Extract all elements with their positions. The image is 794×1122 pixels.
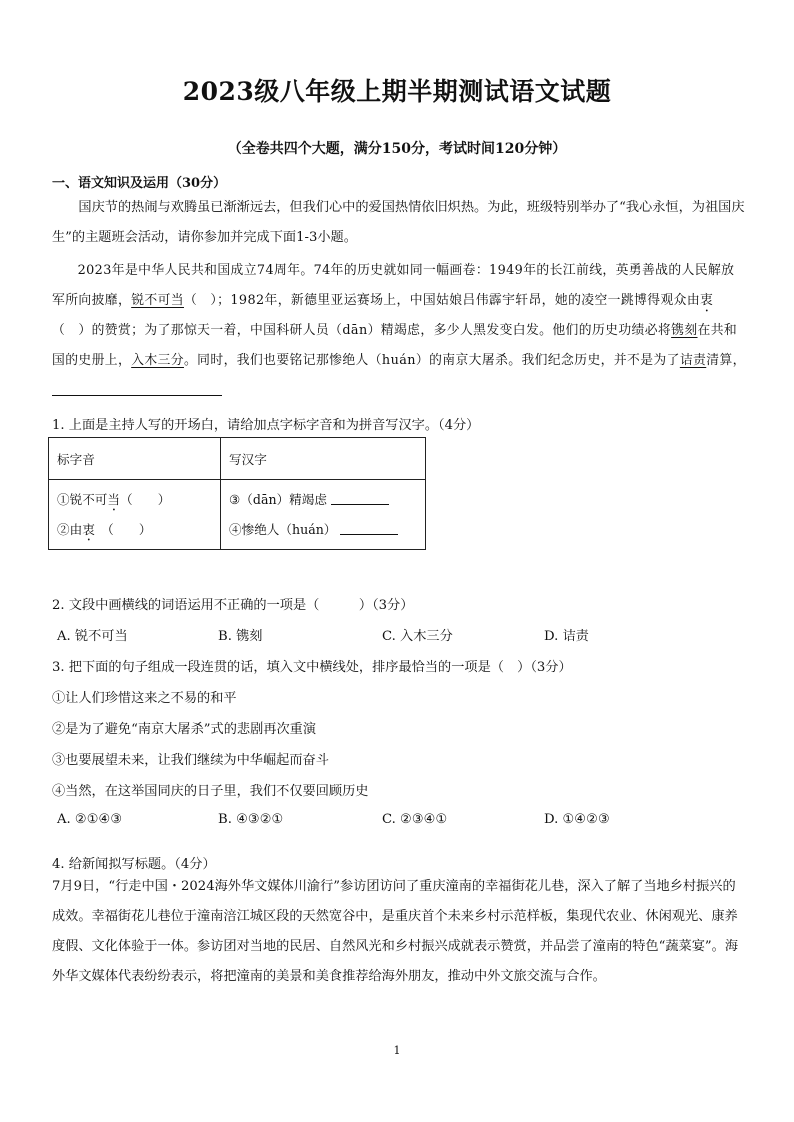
exam-subtitle: （全卷共四个大题，满分150分，考试时间120分钟） — [227, 141, 567, 157]
q3-sentence-4: ④当然，在这举国同庆的日子里，我们不仅要回顾历史 — [52, 784, 369, 799]
q3-sentence-2: ②是为了避免“南京大屠杀”式的悲剧再次重演 — [52, 722, 317, 737]
question-1: 1. 上面是主持人写的开场白，请给加点字标字音和为拼音写汉字。（4分） — [52, 418, 480, 433]
answer-blank[interactable] — [340, 522, 398, 535]
question-3: 3. 把下面的句子组成一段连贯的话，填入文中横线处，排序最恰当的一项是（ ）（3分） — [52, 660, 572, 675]
table-header: 写汉字 — [221, 438, 426, 480]
page-number: 1 — [393, 1044, 401, 1057]
underlined-word: 诘责 — [679, 353, 707, 368]
intro-paragraph: 国庆节的热闹与欢腾虽已渐渐远去，但我们心中的爱国热情依旧炽热。为此，班级特别举办了“我心永恒，为祖国庆生”的主题班会活动，请你参加并完成下面1-3小题。 — [52, 200, 745, 245]
hanzi-item-4[interactable]: ④惨绝人（huán） — [229, 515, 417, 545]
pinyin-item-1[interactable]: ①锐不可当（ ） — [57, 491, 171, 507]
q3-option-a[interactable]: A. ②①④③ — [57, 812, 123, 827]
table-cell — [221, 480, 426, 550]
q2-option-d[interactable]: D. 诘责 — [544, 629, 589, 644]
question-4: 4. 给新闻拟写标题。（4分） — [52, 857, 216, 872]
q2-option-c[interactable]: C. 入木三分 — [382, 629, 453, 644]
passage-text: 。同时，我们也要铭记那惨绝人（huán）的南京大屠杀。我们纪念历史，并不是为了 — [183, 353, 680, 368]
pinyin-item-2[interactable]: ②由衷 （ ） — [57, 521, 152, 537]
q3-sentence-3: ③也要展望未来，让我们继续为中华崛起而奋斗 — [52, 753, 329, 768]
passage-text: 2023年是中华人民共和国成立74周年。74年的历史就如同一幅画卷：1949年的长江前线，英勇善战的人民解放军所向披靡， — [52, 263, 735, 308]
table-header: 标字音 — [49, 438, 221, 480]
q2-option-b[interactable]: B. 镌刻 — [218, 629, 263, 644]
q3-option-d[interactable]: D. ①④②③ — [544, 812, 610, 827]
exam-title: 2023级八年级上期半期测试语文试题 — [182, 77, 612, 106]
hanzi-item-3[interactable]: ③（dān）精竭虑 — [229, 485, 417, 515]
passage-text: （ ）；1982年，新德里亚运赛场上，中国姑娘吕伟霹宇轩昂，她的凌空一跳博得观众由 — [183, 293, 701, 308]
question-2: 2. 文段中画横线的词语运用不正确的一项是（ ）（3分） — [52, 598, 414, 613]
q3-option-c[interactable]: C. ②③④① — [382, 812, 448, 827]
answer-blank[interactable] — [52, 381, 222, 396]
underlined-word: 入木三分 — [131, 353, 184, 368]
passage-text: 清算， — [706, 353, 746, 368]
section-heading: 一、语文知识及运用（30分） — [52, 176, 227, 191]
underlined-word: 锐不可当 — [131, 293, 184, 308]
answer-blank[interactable] — [331, 492, 389, 505]
passage-text: 在共和国的史册上， — [52, 323, 738, 368]
passage-paragraph — [52, 256, 746, 406]
table-cell — [49, 480, 221, 550]
passage-text: （ ）的赞赏；为了那惊天一着，中国科研人员（dān）精竭虑，多少人黑发变白发。他们的历史功绩必将 — [52, 323, 672, 338]
news-paragraph: 7月9日，“行走中国・2024海外华文媒体川渝行”参访团访问了重庆潼南的幸福街花儿巷，深入了解了当地乡村振兴的成效。幸福街花儿巷位于潼南涪江城区段的天然宽谷中，是重庆首个未来乡村示范样板，集现代农业、休闲观光、康养度假、文化体验于一体。参访团对当地的民居、自然风光和乡村振兴成就表示赞赏，并品尝了潼南的特色“蔬菜宴”。海外华文媒体代表纷纷表示，将把潼南的美景和美食推荐给海外朋友，推动中外文旅交流与合作。 — [52, 879, 739, 984]
q3-sentence-1: ①让人们珍惜这来之不易的和平 — [52, 691, 237, 706]
underlined-word: 镌刻 — [671, 323, 698, 338]
q2-option-a[interactable]: A. 锐不可当 — [57, 629, 128, 644]
q1-table — [48, 437, 426, 550]
dotted-character: 衷 — [700, 293, 714, 308]
q3-option-b[interactable]: B. ④③②① — [218, 812, 284, 827]
